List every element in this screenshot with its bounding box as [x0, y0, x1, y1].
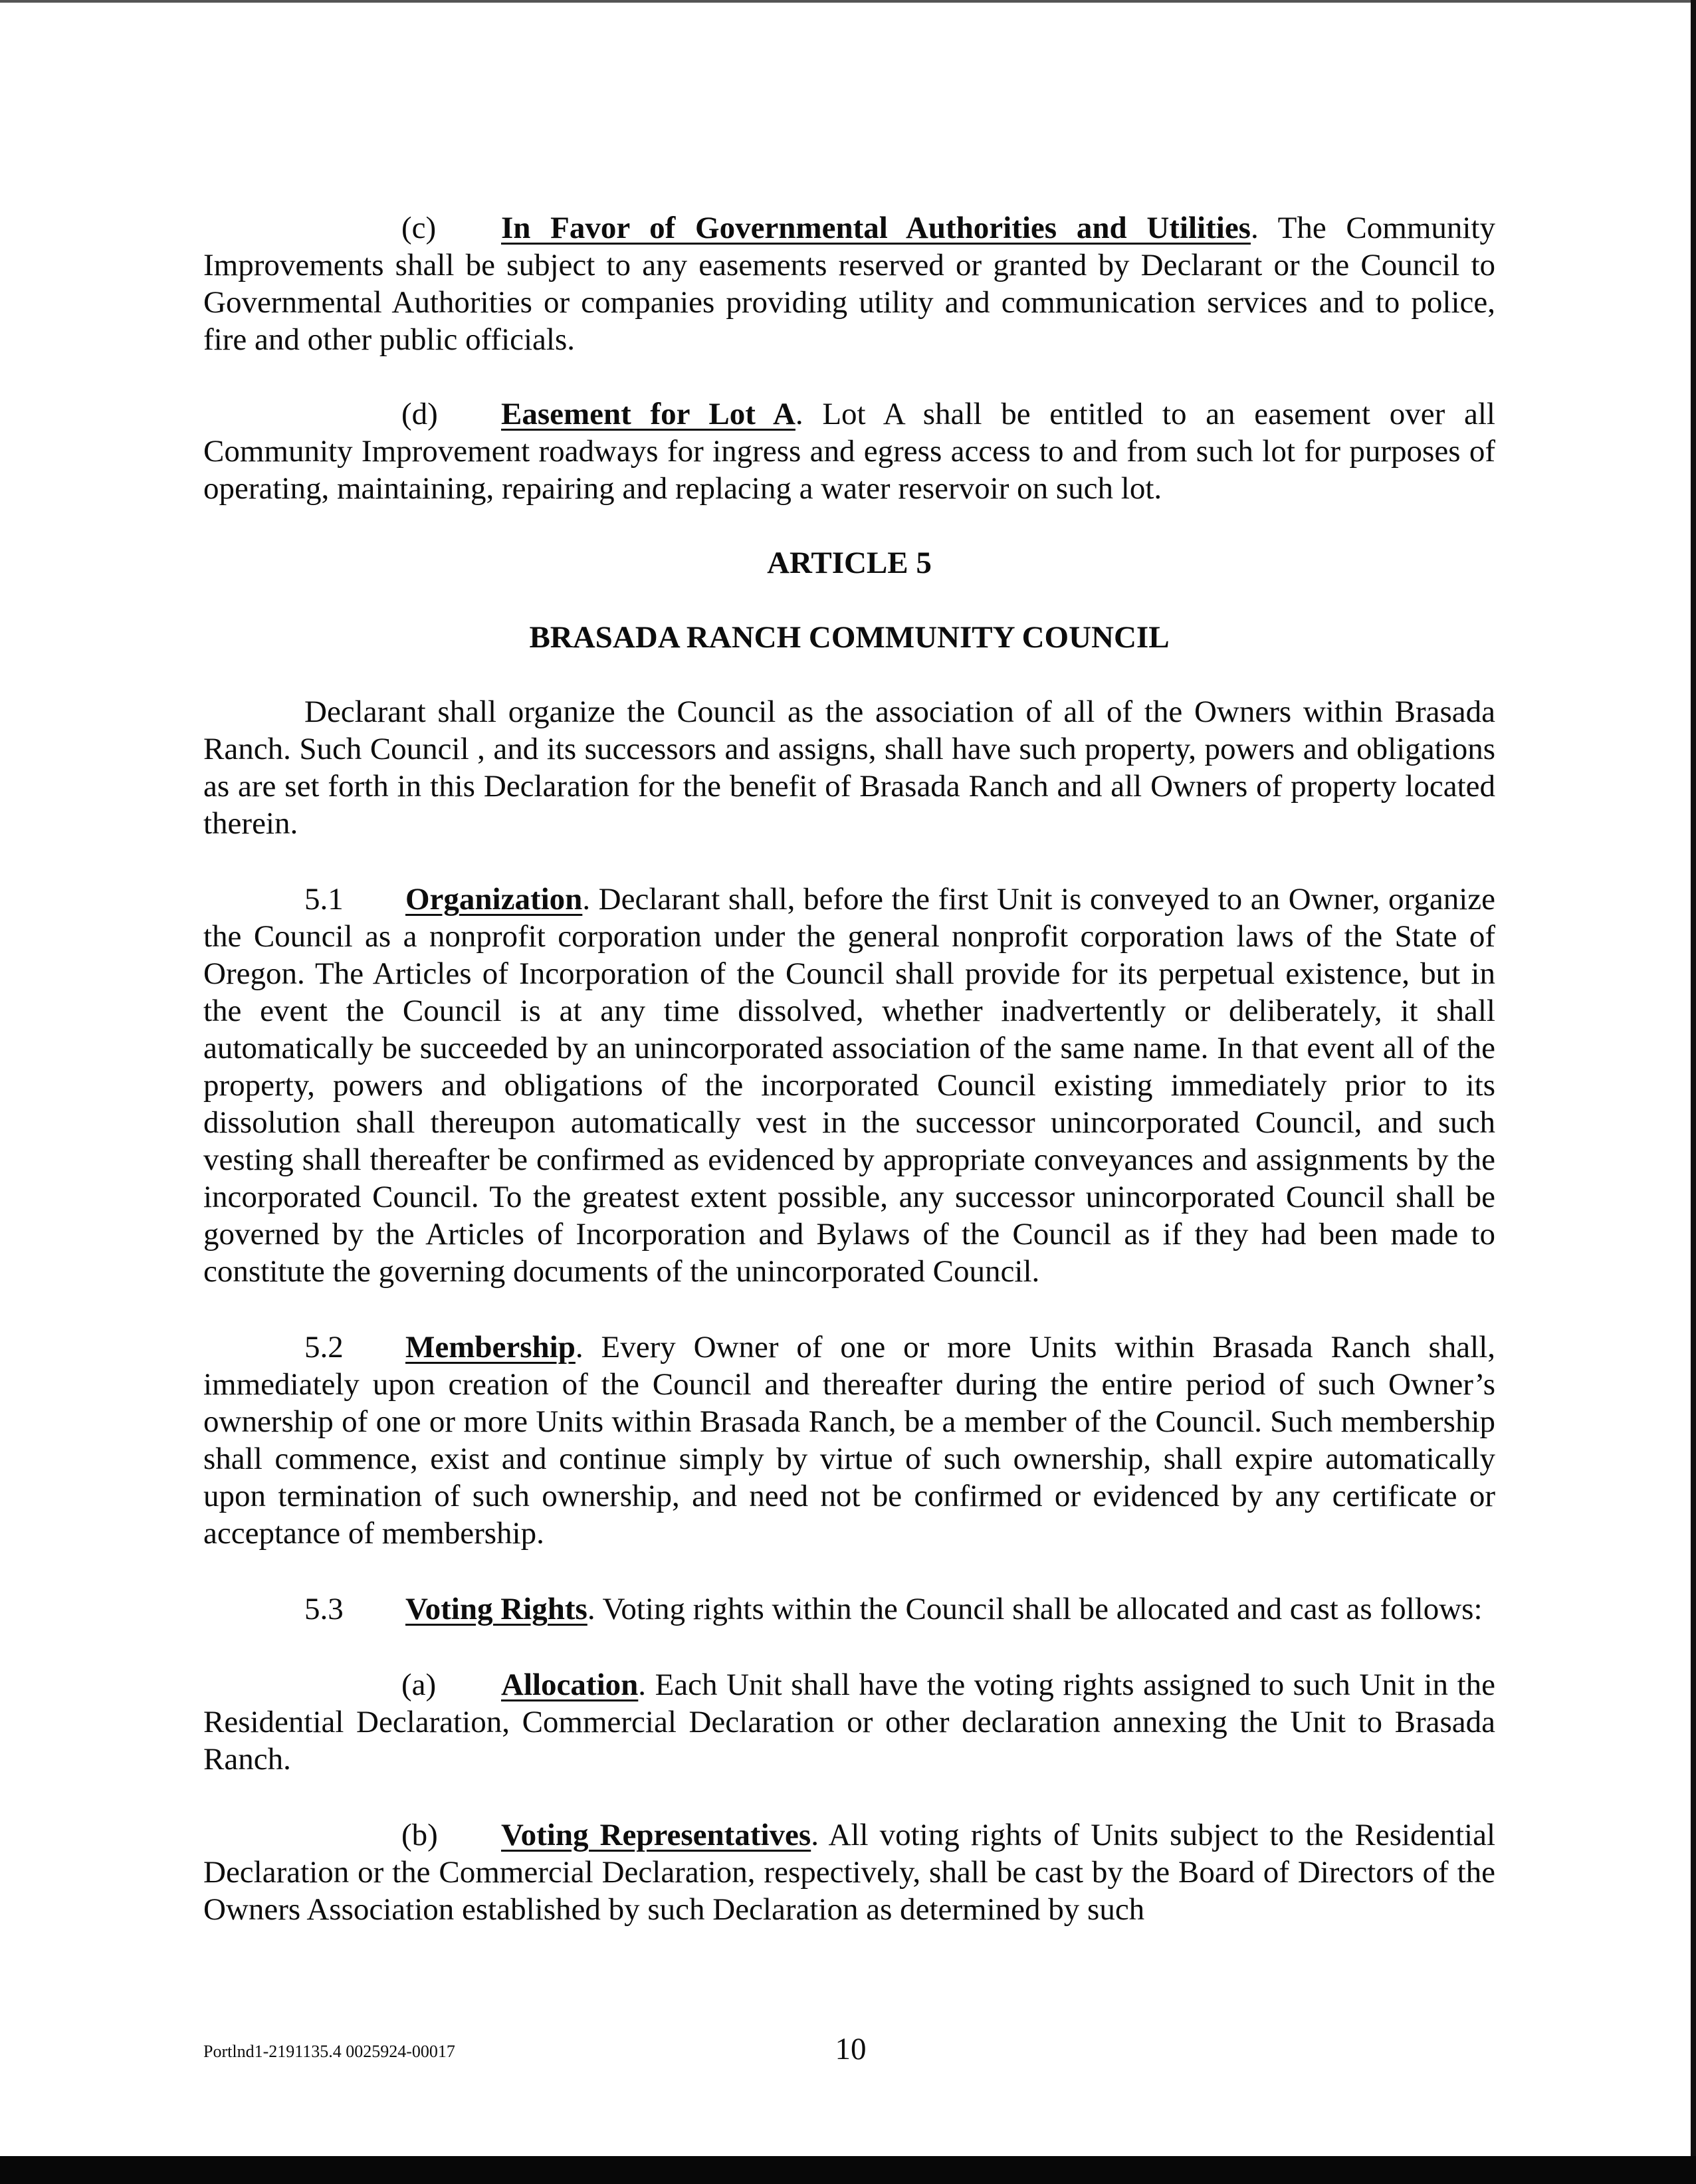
paragraph-body: . All voting rights of Units subject to the Residential Declaration or the Commercial Declaration, respectively, shall be cast by the Board of Directors of the Owners Association established by such Declaration as determined by such: [203, 1818, 1496, 1927]
scan-right-edge: [1691, 0, 1696, 2184]
page-number: 10: [835, 2032, 867, 2066]
section-heading: Membership: [405, 1330, 576, 1365]
paragraph-number: (d): [401, 397, 438, 431]
document-page: [203, 209, 1495, 1928]
section-number: 5.3: [304, 1592, 344, 1626]
paragraph-d: [203, 395, 1495, 507]
scan-top-edge: [0, 0, 1696, 3]
article-title: BRASADA RANCH COMMUNITY COUNCIL: [529, 620, 1170, 655]
section-5-2: [203, 1329, 1495, 1552]
scan-bottom-edge: [0, 2156, 1696, 2184]
section-body: . Voting rights within the Council shall be allocated and cast as follows:: [587, 1592, 1483, 1626]
section-5-1: [203, 881, 1495, 1290]
section-heading: Organization: [405, 882, 583, 917]
paragraph-heading: Easement for Lot A: [501, 397, 795, 431]
paragraph-b: [203, 1816, 1495, 1928]
section-5-3: [203, 1590, 1495, 1628]
paragraph-number: (a): [401, 1668, 437, 1702]
paragraph-number: (b): [401, 1818, 438, 1852]
section-body: . Every Owner of one or more Units within Brasada Ranch shall, immediately upon creation of the Council and thereafter during the entire period of such Owner’s ownership of one or more Units within Brasada Ranch, be a member of the Council. Such membership shall commence, exist and continue simply by virtue of such ownership, shall expire automatically upon termination of such ownership, and need not be confirmed or evidenced by any certificate or acceptance of membership.: [203, 1330, 1495, 1551]
section-body: . Declarant shall, before the first Unit is conveyed to an Owner, organize the Council as a nonprofit corporation under the general nonprofit corporation laws of the State of Oregon. The Articles of Incorporation of the Council shall provide for its perpetual existence, but in the event the Council is at any time dissolved, whether inadvertently or deliberately, it shall automatically be succeeded by an unincorporated association of the same name. In that event all of the property, powers and obligations of the incorporated Council existing immediately prior to its dissolution shall thereupon automatically vest in the successor unincorporated Council, and such vesting shall thereafter be confirmed as evidenced by appropriate conveyances and assignments by the incorporated Council. To the greatest extent possible, any successor unincorporated Council shall be governed by the Articles of Incorporation and Bylaws of the Council as if they had been made to constitute the governing documents of the unincorporated Council.: [203, 882, 1495, 1289]
paragraph-heading: Allocation: [501, 1668, 639, 1702]
document-id: Portlnd1-2191135.4 0025924-00017: [203, 2042, 455, 2061]
paragraph-number: (c): [401, 211, 437, 245]
section-heading: Voting Rights: [405, 1592, 587, 1626]
paragraph-heading: In Favor of Governmental Authorities and Utilities: [501, 211, 1251, 245]
paragraph-heading: Voting Representatives: [501, 1818, 811, 1852]
paragraph-body: . The Community Improvements shall be subject to any easements reserved or granted by Declarant or the Council to Governmental Authorities or companies providing utility and communication services and to police, fire and other public officials.: [203, 211, 1495, 357]
paragraph-body: . Each Unit shall have the voting rights assigned to such Unit in the Residential Declaration, Commercial Declaration or other declaration annexing the Unit to Brasada Ranch.: [203, 1668, 1495, 1777]
section-number: 5.1: [304, 882, 344, 917]
paragraph-c: [203, 209, 1495, 358]
article-intro: Declarant shall organize the Council as the association of all of the Owners within Brasada Ranch. Such Council , and its successors and assigns, shall have such property, powers and obligations as are set forth in this Declaration for the benefit of Brasada Ranch and all Owners of property located therein.: [203, 695, 1495, 841]
paragraph-body: . Lot A shall be entitled to an easement over all Community Improvement roadways for ingress and egress access to and from such lot for purposes of operating, maintaining, repairing and replacing a water reservoir on such lot.: [203, 397, 1495, 506]
section-number: 5.2: [304, 1330, 344, 1365]
article-number: ARTICLE 5: [767, 546, 932, 580]
paragraph-a: [203, 1666, 1495, 1778]
